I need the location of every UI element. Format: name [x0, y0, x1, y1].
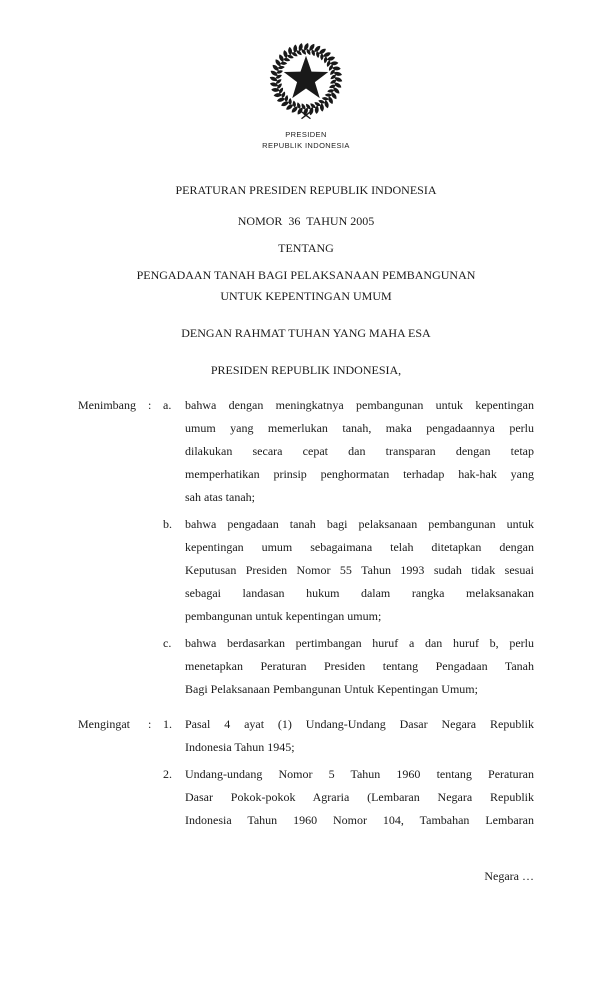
issuer-line: PRESIDEN REPUBLIK INDONESIA,: [210, 363, 402, 377]
regulation-number: NOMOR 36 TAHUN 2005: [237, 214, 375, 228]
legal-basis-item-1: [163, 713, 534, 759]
item-marker: b.: [163, 517, 172, 531]
item-marker: 1.: [163, 717, 172, 731]
clause-colon: :: [148, 398, 152, 412]
clause-label-mengingat: Mengingat: [78, 717, 130, 731]
page-catchword: Negara …: [484, 869, 534, 883]
paragraph-line: bahwa dengan meningkatnya pembangunan untuk kepentingan: [185, 398, 534, 412]
paragraph-line: sebagai landasan hukum dalam rangka melaksanakan: [185, 586, 534, 600]
paragraph-line: memperhatikan prinsip penghormatan terhadap hak-hak yang: [185, 467, 534, 481]
emblem-caption-line1: PRESIDEN: [285, 130, 327, 139]
legal-basis-item-2: [163, 763, 534, 832]
clause-items: [163, 394, 534, 701]
consideration-item-a: [163, 394, 534, 509]
emblem-caption-line2: REPUBLIK INDONESIA: [262, 141, 350, 150]
clause-colon: :: [148, 717, 152, 731]
clause-menimbang: [78, 394, 534, 701]
paragraph-line: bahwa berdasarkan pertimbangan huruf a dan huruf b, perlu: [185, 636, 534, 650]
paragraph-line: Indonesia Tahun 1960 Nomor 104, Tambahan Lembaran: [185, 813, 534, 827]
item-marker: a.: [163, 398, 172, 412]
paragraph-line: menetapkan Peraturan Presiden tentang Pengadaan Tanah: [185, 659, 534, 673]
paragraph-line: sah atas tanah;: [185, 490, 255, 504]
clause-label-menimbang: Menimbang: [78, 398, 136, 412]
clause-items: [163, 713, 534, 832]
item-text: [185, 394, 534, 509]
regulation-subject-line1: PENGADAAN TANAH BAGI PELAKSANAAN PEMBANGUNAN: [136, 268, 476, 282]
paragraph-line: Pasal 4 ayat (1) Undang-Undang Dasar Negara Republik: [185, 717, 534, 731]
item-text: [185, 513, 534, 628]
paragraph-line: kepentingan umum sebagaimana telah ditetapkan dengan: [185, 540, 534, 554]
paragraph-line: Keputusan Presiden Nomor 55 Tahun 1993 sudah tidak sesuai: [185, 563, 534, 577]
paragraph-line: bahwa pengadaan tanah bagi pelaksanaan pembangunan untuk: [185, 517, 534, 531]
presidential-emblem: [0, 0, 612, 151]
consideration-item-b: [163, 513, 534, 628]
invocation-line: DENGAN RAHMAT TUHAN YANG MAHA ESA: [181, 326, 431, 340]
paragraph-line: Indonesia Tahun 1945;: [185, 740, 295, 754]
clause-mengingat: [78, 713, 534, 832]
item-text: [185, 763, 534, 832]
item-text: [185, 632, 534, 701]
paragraph-line: Undang-undang Nomor 5 Tahun 1960 tentang Peraturan: [185, 767, 534, 781]
emblem-caption: [0, 129, 612, 151]
paragraph-line: Bagi Pelaksanaan Pembangunan Untuk Kepentingan Umum;: [185, 682, 478, 696]
paragraph-line: Dasar Pokok-pokok Agraria (Lembaran Negara Republik: [185, 790, 534, 804]
consideration-item-c: [163, 632, 534, 701]
regulation-title: PERATURAN PRESIDEN REPUBLIK INDONESIA: [175, 183, 437, 197]
regulation-subject-line2: UNTUK KEPENTINGAN UMUM: [220, 289, 392, 303]
item-text: [185, 713, 534, 759]
item-marker: c.: [163, 636, 172, 650]
paragraph-line: pembangunan untuk kepentingan umum;: [185, 609, 382, 623]
item-marker: 2.: [163, 767, 172, 781]
paragraph-line: umum yang memerlukan tanah, maka pengadaannya perlu: [185, 421, 534, 435]
paragraph-line: dilakukan secara cepat dan transparan dengan tetap: [185, 444, 534, 458]
tentang-label: TENTANG: [278, 241, 334, 255]
title-block: [0, 183, 612, 378]
star-wreath-icon: [261, 36, 351, 126]
